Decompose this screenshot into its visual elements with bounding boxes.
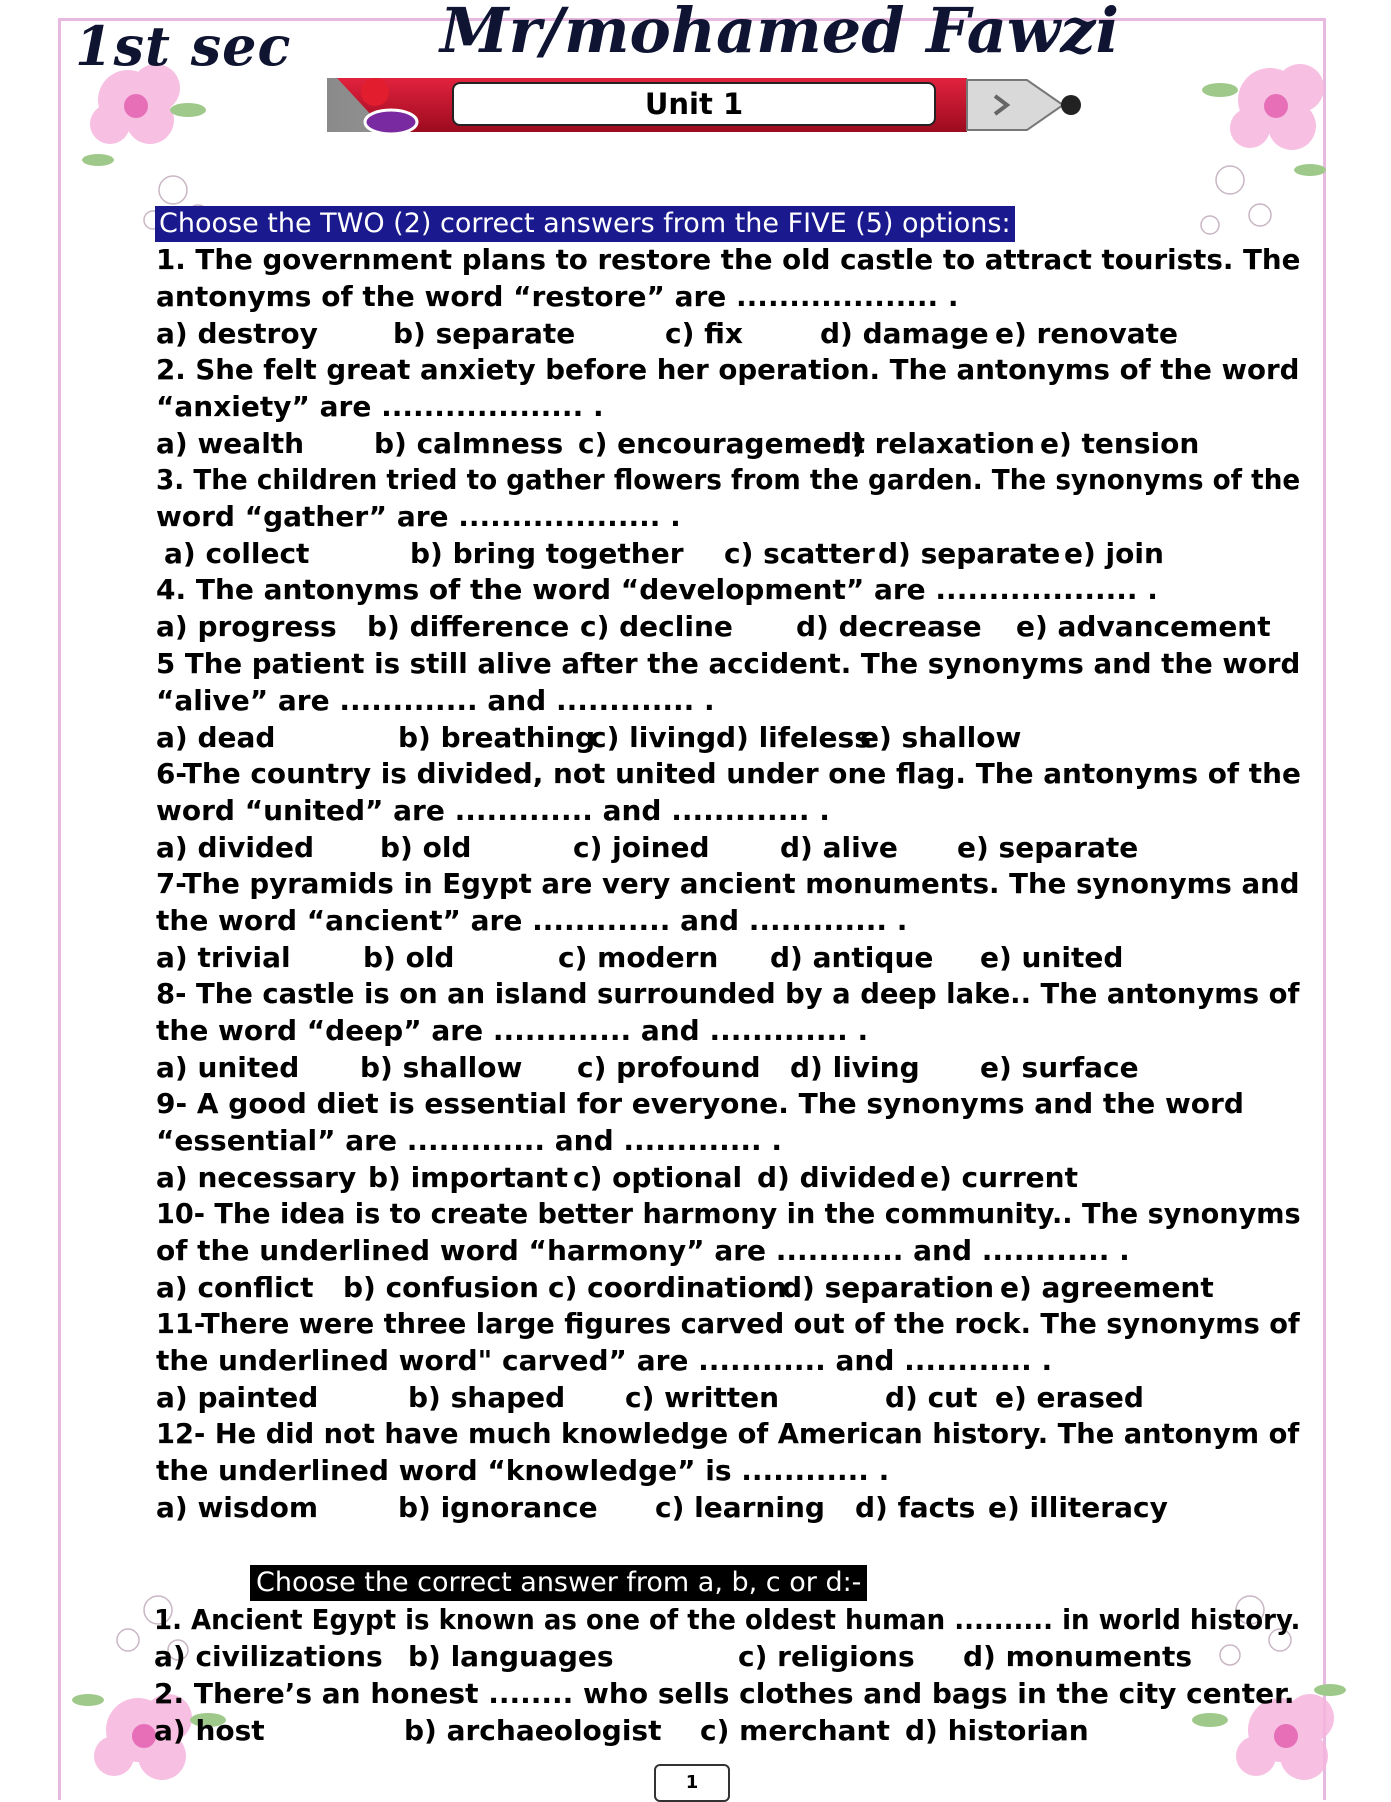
question-2-line-1: 2. She felt great anxiety before her operation. The antonyms of the word [156, 353, 1300, 386]
section-2-question-1-option-a[interactable]: a) civilizations [154, 1640, 383, 1673]
question-1-option-c[interactable]: c) fix [665, 317, 743, 350]
question-7-line-2: the word “ancient” are ............. and ............. . [156, 904, 908, 937]
question-5-option-b[interactable]: b) breathing [398, 721, 596, 754]
question-2-option-b[interactable]: b) calmness [374, 427, 564, 460]
question-3-option-a[interactable]: a) collect [164, 537, 310, 570]
question-3-option-c[interactable]: c) scatter [724, 537, 875, 570]
question-2-option-e[interactable]: e) tension [1040, 427, 1200, 460]
section-2-question-2-option-b[interactable]: b) archaeologist [404, 1714, 662, 1747]
question-9-option-d[interactable]: d) divided [757, 1161, 917, 1194]
author-name: Mr/mohamed Fawzi [440, 0, 1120, 67]
question-1-option-d[interactable]: d) damage [820, 317, 989, 350]
question-11-option-e[interactable]: e) erased [995, 1381, 1144, 1414]
question-3-line-1: 3. The children tried to gather flowers from the garden. The synonyms of the [156, 463, 1301, 496]
section-2-question-1-option-b[interactable]: b) languages [408, 1640, 614, 1673]
question-5-option-c[interactable]: c) living [590, 721, 717, 754]
question-8-line-1: 8- The castle is on an island surrounded by a deep lake.. The antonyms of [156, 977, 1300, 1010]
question-1-option-b[interactable]: b) separate [393, 317, 576, 350]
question-7-option-c[interactable]: c) modern [558, 941, 719, 974]
question-5-option-a[interactable]: a) dead [156, 721, 276, 754]
question-8-option-c[interactable]: c) profound [577, 1051, 761, 1084]
page-number: 1 [654, 1764, 730, 1802]
question-4-option-c[interactable]: c) decline [580, 610, 733, 643]
question-3-option-e[interactable]: e) join [1064, 537, 1164, 570]
question-10-line-2: of the underlined word “harmony” are ............ and ............ . [156, 1234, 1130, 1267]
question-5-line-1: 5 The patient is still alive after the accident. The synonyms and the word [156, 647, 1301, 680]
question-10-option-e[interactable]: e) agreement [1000, 1271, 1214, 1304]
section-2-question-1-line-1: 1. Ancient Egypt is known as one of the oldest human .......... in world history. [154, 1603, 1301, 1636]
section-2-question-1-option-d[interactable]: d) monuments [963, 1640, 1193, 1673]
unit-title: Unit 1 [452, 82, 936, 126]
question-3-option-b[interactable]: b) bring together [410, 537, 684, 570]
question-10-option-d[interactable]: d) separation [782, 1271, 995, 1304]
question-10-option-c[interactable]: c) coordination [548, 1271, 787, 1304]
question-2-option-a[interactable]: a) wealth [156, 427, 305, 460]
question-1-line-1: 1. The government plans to restore the old castle to attract tourists. The [156, 243, 1301, 276]
question-2-line-2: “anxiety” are ................... . [156, 390, 604, 423]
question-11-line-1: 11-There were three large figures carved out of the rock. The synonyms of [156, 1307, 1300, 1340]
question-12-option-b[interactable]: b) ignorance [398, 1491, 598, 1524]
question-5-line-2: “alive” are ............. and ............. . [156, 684, 715, 717]
question-7-option-b[interactable]: b) old [363, 941, 455, 974]
question-6-line-2: word “united” are ............. and ............. . [156, 794, 830, 827]
question-4-option-d[interactable]: d) decrease [796, 610, 982, 643]
question-7-option-d[interactable]: d) antique [770, 941, 934, 974]
flower-decoration-top-right-icon [1160, 30, 1350, 250]
question-1-line-2: antonyms of the word “restore” are ................... . [156, 280, 959, 313]
question-6-option-b[interactable]: b) old [380, 831, 472, 864]
question-11-option-c[interactable]: c) written [625, 1381, 780, 1414]
question-12-line-1: 12- He did not have much knowledge of American history. The antonym of [156, 1417, 1300, 1450]
question-8-option-d[interactable]: d) living [790, 1051, 920, 1084]
question-8-option-a[interactable]: a) united [156, 1051, 300, 1084]
question-12-option-a[interactable]: a) wisdom [156, 1491, 319, 1524]
section-2-question-2-option-a[interactable]: a) host [154, 1714, 265, 1747]
question-6-line-1: 6-The country is divided, not united under one flag. The antonyms of the [156, 757, 1301, 790]
question-4-line-1: 4. The antonyms of the word “development” are ................... . [156, 573, 1158, 606]
section-2-question-1-option-c[interactable]: c) religions [738, 1640, 915, 1673]
question-6-option-c[interactable]: c) joined [573, 831, 710, 864]
question-9-option-b[interactable]: b) important [368, 1161, 569, 1194]
question-5-option-d[interactable]: d) lifeless [716, 721, 871, 754]
question-9-option-e[interactable]: e) current [920, 1161, 1078, 1194]
question-12-line-2: the underlined word “knowledge” is ............ . [156, 1454, 890, 1487]
question-12-option-d[interactable]: d) facts [855, 1491, 976, 1524]
section-2-heading: Choose the correct answer from a, b, c or d:- [250, 1565, 867, 1601]
question-9-option-a[interactable]: a) necessary [156, 1161, 357, 1194]
question-6-option-a[interactable]: a) divided [156, 831, 315, 864]
question-11-option-a[interactable]: a) painted [156, 1381, 319, 1414]
question-4-option-e[interactable]: e) advancement [1016, 610, 1271, 643]
question-4-option-a[interactable]: a) progress [156, 610, 337, 643]
question-9-line-1: 9- A good diet is essential for everyone. The synonyms and the word [156, 1087, 1244, 1120]
question-1-option-a[interactable]: a) destroy [156, 317, 318, 350]
question-9-option-c[interactable]: c) optional [573, 1161, 743, 1194]
question-8-option-e[interactable]: e) surface [980, 1051, 1139, 1084]
question-11-option-d[interactable]: d) cut [885, 1381, 978, 1414]
section-2-question-2-line-1: 2. There’s an honest ........ who sells clothes and bags in the city center. [154, 1677, 1295, 1710]
question-6-option-e[interactable]: e) separate [957, 831, 1139, 864]
question-11-option-b[interactable]: b) shaped [408, 1381, 566, 1414]
question-7-option-a[interactable]: a) trivial [156, 941, 291, 974]
question-8-option-b[interactable]: b) shallow [360, 1051, 523, 1084]
question-12-option-c[interactable]: c) learning [655, 1491, 825, 1524]
question-2-option-c[interactable]: c) encouragement [578, 427, 866, 460]
question-5-option-e[interactable]: e) shallow [860, 721, 1022, 754]
question-7-option-e[interactable]: e) united [980, 941, 1124, 974]
question-2-option-d[interactable]: d) relaxation [832, 427, 1035, 460]
question-1-option-e[interactable]: e) renovate [995, 317, 1179, 350]
question-3-option-d[interactable]: d) separate [878, 537, 1061, 570]
question-6-option-d[interactable]: d) alive [780, 831, 898, 864]
question-11-line-2: the underlined word" carved” are ............ and ............ . [156, 1344, 1053, 1377]
question-12-option-e[interactable]: e) illiteracy [988, 1491, 1168, 1524]
section-2-question-2-option-d[interactable]: d) historian [905, 1714, 1089, 1747]
question-8-line-2: the word “deep” are ............. and ............. . [156, 1014, 869, 1047]
question-10-option-a[interactable]: a) conflict [156, 1271, 314, 1304]
question-4-option-b[interactable]: b) difference [367, 610, 570, 643]
question-9-line-2: “essential” are ............. and ............. . [156, 1124, 783, 1157]
question-3-line-2: word “gather” are ................... . [156, 500, 681, 533]
section-2-question-2-option-c[interactable]: c) merchant [700, 1714, 890, 1747]
question-10-option-b[interactable]: b) confusion [343, 1271, 539, 1304]
question-7-line-1: 7-The pyramids in Egypt are very ancient monuments. The synonyms and [156, 867, 1300, 900]
section-1-heading: Choose the TWO (2) correct answers from the FIVE (5) options: [155, 206, 1015, 242]
question-10-line-1: 10- The idea is to create better harmony in the community.. The synonyms [156, 1197, 1301, 1230]
grade-label: 1st sec [75, 14, 292, 78]
